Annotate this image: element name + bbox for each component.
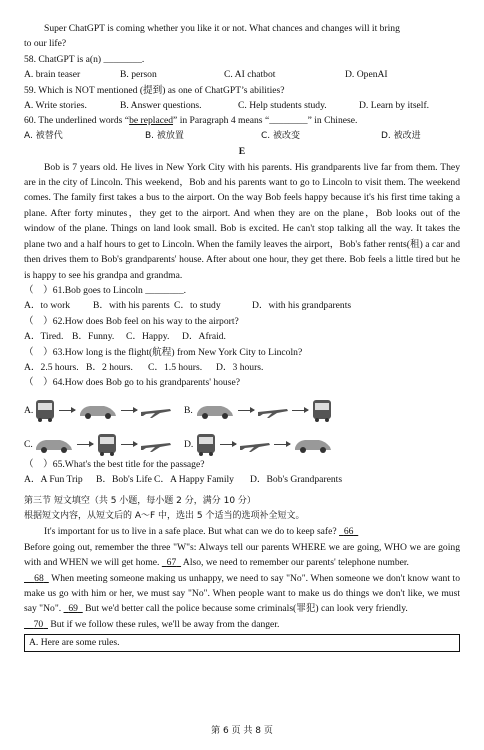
q65-option-d: D．Bob's Grandparents	[250, 474, 343, 486]
q64-option-c	[24, 433, 184, 457]
q60-option-d: D. 被改进	[381, 130, 421, 141]
q63-stem: （ ）63.How long is the flight(航程) from New York City to Lincoln?	[24, 346, 303, 358]
arrow-icon	[59, 410, 75, 411]
arrow-icon	[121, 410, 137, 411]
bus-icon	[311, 399, 333, 423]
q60-stem: 60. The underlined words “be replaced” in Paragraph 4 means “________” in Chinese.	[24, 115, 358, 127]
q64-label-b: B.	[184, 405, 193, 417]
q65-option-b: B．Bob's Life	[96, 474, 152, 486]
q65-option-a: A．A Fun Trip	[24, 474, 83, 486]
plane-icon	[239, 437, 271, 453]
q60-option-a: A. 被替代	[24, 130, 63, 141]
q61-options	[24, 298, 460, 313]
q58-option-d: D. OpenAI	[345, 69, 388, 81]
blank-69[interactable]: 69	[68, 603, 78, 615]
bus-icon	[195, 433, 217, 457]
q61-option-d: D．with his grandparents	[252, 300, 352, 312]
q65-option-c: C．A Happy Family	[154, 474, 234, 486]
q63-option-b: B．2 hours.	[86, 361, 133, 373]
option-a-text: A. Here are some rules.	[29, 637, 120, 649]
arrow-icon	[220, 444, 236, 445]
q65-options	[24, 472, 460, 487]
blank-67[interactable]: 67	[166, 557, 177, 569]
plane-icon	[140, 403, 172, 419]
q58-options	[24, 67, 460, 82]
q59-option-b: B. Answer questions.	[120, 100, 202, 112]
q59-option-c: C. Help students study.	[238, 100, 327, 112]
bus-icon	[96, 433, 118, 457]
q58-option-c: C. AI chatbot	[224, 69, 276, 81]
arrow-icon	[274, 444, 290, 445]
q62-option-b: B．Funny.	[72, 331, 115, 343]
q64-label-c: C.	[24, 439, 33, 451]
blank-66[interactable]: 66	[343, 526, 354, 538]
plane-icon	[257, 403, 289, 419]
q64-label-a: A.	[24, 405, 34, 417]
q59-option-a: A. Write stories.	[24, 100, 87, 112]
q59-stem: 59. Which is NOT mentioned (提到) as one of ChatGPT’s abilities?	[24, 84, 285, 96]
section-e-heading: E	[238, 146, 246, 158]
option-box	[24, 634, 460, 651]
q63-options	[24, 360, 460, 375]
passage-e: Bob is 7 years old. He lives in New York City with his parents. His grandparents live far from them. They are in the city of Lincoln. This weekend，Bob and his parents want to go to Lincoln to visit them. The weekend comes. The family first takes a bus to the airport. On the way Bob feels happy because it's his first time taking a plane. After forty minutes，they get to the airport. And when they are on the plane，Bob looks out of the window of the plane. Things on land look small. Bob is excited. He can't stop talking all the way. It takes the plane two and a half hours to get to Lincoln. When the family leaves the airport，Bob's father rents(租) a car and then drives them to Bob's grandparents' house. After about one hour, they get there. Bob feels a little tired but he is happy to see his grandpa and grandma.	[24, 161, 460, 281]
page-footer: 第 6 页 共 8 页	[211, 726, 273, 736]
blank-70[interactable]: 70	[33, 618, 44, 630]
q63-option-c: C．1.5 hours.	[148, 361, 203, 373]
car-icon	[78, 402, 118, 420]
cloze-p2: Before going out, remember the three "W"s: Always tell our parents WHERE we are going, WHO we are going with and WHEN we will get home. 67 Also, we need to remember our parents' telephone number.	[24, 541, 460, 569]
intro-tail-2: to our life?	[24, 38, 67, 50]
q61-stem: （ ）61.Bob goes to Lincoln ________.	[24, 284, 187, 296]
cloze-p1: It's important for us to live in a safe place. But what can we do to keep safe? 66	[24, 524, 460, 539]
arrow-icon	[238, 410, 254, 411]
arrow-icon	[77, 444, 93, 445]
section3-instructions: 根据短文内容，从短文后的 A～F 中，选出 5 个适当的选项补全短文。	[24, 510, 305, 521]
q59-options	[24, 98, 460, 113]
q64-option-b	[184, 399, 333, 423]
q62-option-d: D．Afraid.	[182, 331, 226, 343]
q62-options	[24, 329, 460, 344]
q63-option-a: A．2.5 hours.	[24, 361, 79, 373]
q61-option-a: A．to work	[24, 300, 71, 312]
q63-option-d: D．3 hours.	[216, 361, 264, 373]
q61-option-b: B．with his parents	[93, 300, 170, 312]
cloze-p4: 70 But if we follow these rules, we'll be away from the danger.	[24, 617, 460, 632]
q64-option-a	[24, 399, 184, 423]
q65-stem: （ ）65.What's the best title for the passage?	[24, 458, 205, 470]
q62-option-a: A．Tired.	[24, 331, 64, 343]
q58-option-b: B. person	[120, 69, 157, 81]
q62-option-c: C．Happy.	[126, 331, 170, 343]
cloze-p3: 68 When meeting someone making us unhappy, we need to say "No". When someone we don't know want to make us go with him or her, we must say "No". When people want to make us do things we don't like, we must say "No". 69 But we'd better call the police because some criminals(罪犯) can look very friendly.	[24, 572, 461, 615]
car-icon	[293, 436, 333, 454]
q64-stem: （ ）64.How does Bob go to his grandparents' house?	[24, 377, 240, 389]
arrow-icon	[292, 410, 308, 411]
q59-option-d: D. Learn by itself.	[359, 100, 430, 112]
q64-picture-options	[24, 393, 460, 457]
q60-options	[24, 129, 460, 144]
q60-option-c: C. 被改变	[261, 130, 301, 141]
car-icon	[195, 402, 235, 420]
q64-option-d	[184, 433, 333, 457]
q64-label-d: D.	[184, 439, 194, 451]
q58-option-a: A. brain teaser	[24, 69, 81, 81]
exam-page	[24, 21, 460, 652]
q62-stem: （ ）62.How does Bob feel on his way to the airport?	[24, 315, 239, 327]
q60-option-b: B. 被放置	[145, 130, 184, 141]
car-icon	[34, 436, 74, 454]
intro-tail: Super ChatGPT is coming whether you like it or not. What chances and changes will it bring	[44, 23, 400, 34]
blank-68[interactable]: 68	[34, 572, 44, 584]
plane-icon	[140, 437, 172, 453]
q60-underlined: be replaced	[129, 115, 174, 127]
q58-stem: 58. ChatGPT is a(n) ________.	[24, 53, 145, 65]
bus-icon	[34, 399, 56, 423]
arrow-icon	[121, 444, 137, 445]
q61-option-c: C．to study	[174, 300, 221, 312]
section3-title: 第三节 短文填空（共 5 小题，每小题 2 分，满分 10 分）	[24, 495, 256, 506]
